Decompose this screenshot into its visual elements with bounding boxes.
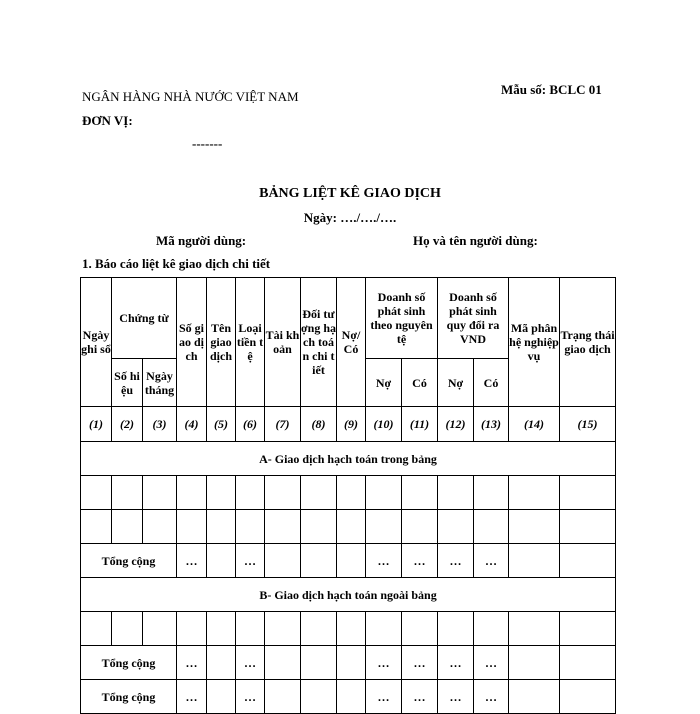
header-transaction-name: Tên giao dịch [207, 278, 236, 407]
col-number: (15) [560, 407, 616, 442]
col-number: (3) [143, 407, 177, 442]
total-ellipsis: … [438, 544, 474, 578]
user-code-label: Mã người dùng: [156, 233, 247, 248]
header-debit-credit: Nợ/ Có [337, 278, 366, 407]
separator-dashes: ------- [192, 136, 223, 151]
total-label: Tổng cộng [81, 646, 177, 680]
header-voucher-date: Ngày tháng [143, 359, 177, 407]
section-title: 1. Báo cáo liệt kê giao dịch chi tiết [82, 256, 271, 271]
total-row [81, 544, 616, 578]
table-row [81, 476, 616, 510]
header-vnd: Doanh số phát sinh quy đổi ra VND [438, 278, 509, 359]
col-number: (14) [509, 407, 560, 442]
document-title: BẢNG LIỆT KÊ GIAO DỊCH [259, 186, 441, 201]
table-row [81, 612, 616, 646]
col-number: (12) [438, 407, 474, 442]
col-number: (7) [265, 407, 301, 442]
total-ellipsis: … [438, 680, 474, 714]
col-number: (2) [112, 407, 143, 442]
total-label: Tổng cộng [81, 544, 177, 578]
total-ellipsis: … [366, 680, 402, 714]
total-ellipsis: … [402, 646, 438, 680]
header-posting-date: Ngày ghi sổ [81, 278, 112, 407]
col-number: (4) [177, 407, 207, 442]
total-ellipsis: … [474, 680, 509, 714]
header-module-code: Mã phân hệ nghiệp vụ [509, 278, 560, 407]
col-number: (1) [81, 407, 112, 442]
col-number: (5) [207, 407, 236, 442]
header-transaction-status: Trạng thái giao dịch [560, 278, 616, 407]
header-orig-credit: Có [402, 359, 438, 407]
header-detail-object: Đối tượng hạch toán chi tiết [301, 278, 337, 407]
col-number: (9) [337, 407, 366, 442]
header-account: Tài khoản [265, 278, 301, 407]
header-voucher-number: Số hiệu [112, 359, 143, 407]
date-line: Ngày: …./…./…. [303, 210, 397, 225]
grand-total-row [81, 680, 616, 714]
total-ellipsis: … [236, 680, 265, 714]
total-row [81, 646, 616, 680]
total-ellipsis: … [177, 680, 207, 714]
header-transaction-no: Số giao dịch [177, 278, 207, 407]
total-ellipsis: … [402, 544, 438, 578]
col-number: (6) [236, 407, 265, 442]
section-a-title: A- Giao dịch hạch toán trong bảng [81, 442, 616, 476]
grand-total-label: Tổng cộng [81, 680, 177, 714]
column-number-row [81, 407, 616, 442]
header-currency-type: Loại tiền tệ [236, 278, 265, 407]
total-ellipsis: … [177, 646, 207, 680]
section-b-title: B- Giao dịch hạch toán ngoài bảng [81, 578, 616, 612]
total-ellipsis: … [177, 544, 207, 578]
col-number: (8) [301, 407, 337, 442]
header-original-currency: Doanh số phát sinh theo nguyên tệ [366, 278, 438, 359]
total-ellipsis: … [236, 646, 265, 680]
table-row [81, 510, 616, 544]
organization-name: NGÂN HÀNG NHÀ NƯỚC VIỆT NAM [82, 89, 299, 104]
section-a-row [81, 442, 616, 476]
header-vnd-credit: Có [474, 359, 509, 407]
col-number: (10) [366, 407, 402, 442]
user-name-label: Họ và tên người dùng: [413, 233, 538, 248]
col-number: (13) [474, 407, 509, 442]
total-ellipsis: … [236, 544, 265, 578]
total-ellipsis: … [438, 646, 474, 680]
header-orig-debit: Nợ [366, 359, 402, 407]
total-ellipsis: … [366, 544, 402, 578]
header-vnd-debit: Nợ [438, 359, 474, 407]
form-number: Mẫu số: BCLC 01 [501, 82, 602, 97]
total-ellipsis: … [474, 646, 509, 680]
header-row [81, 278, 616, 359]
transaction-table [80, 277, 616, 714]
header-voucher: Chứng từ [112, 278, 177, 359]
col-number: (11) [402, 407, 438, 442]
total-ellipsis: … [402, 680, 438, 714]
unit-label: ĐƠN VỊ: [82, 113, 133, 128]
total-ellipsis: … [474, 544, 509, 578]
total-ellipsis: … [366, 646, 402, 680]
section-b-row [81, 578, 616, 612]
